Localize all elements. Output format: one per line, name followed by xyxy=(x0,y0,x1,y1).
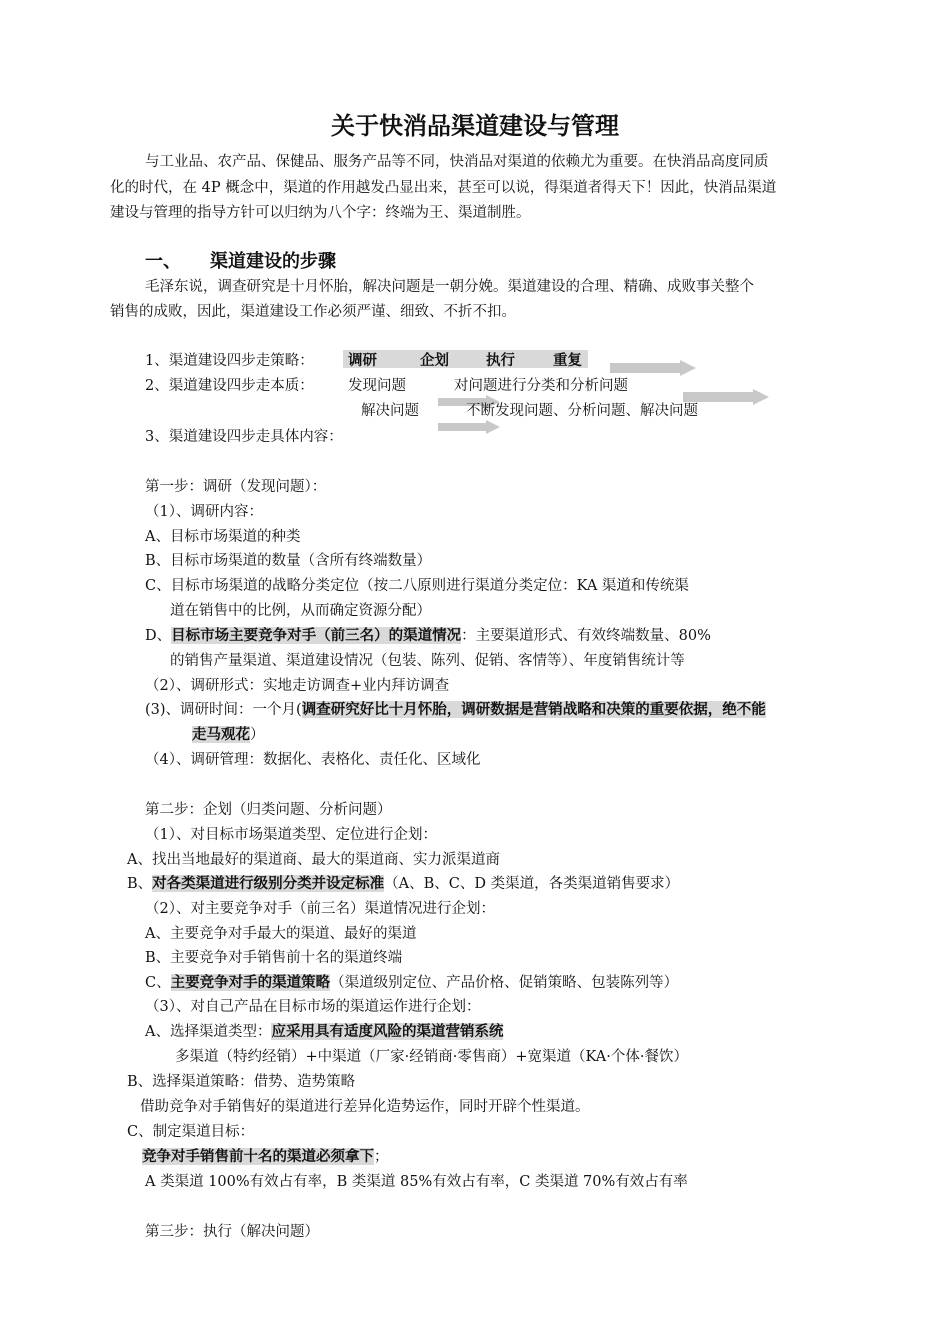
step2-c3-detail: A 类渠道 100%有效占有率，B 类渠道 85%有效占有率，C 类渠道 70%有效占有率 xyxy=(145,1174,688,1190)
steps-highlight xyxy=(343,350,588,368)
section-1-number: 一、 xyxy=(145,251,181,272)
arrow-right-icon xyxy=(610,360,696,376)
step2-sub2: （2）、对主要竞争对手（前三名）渠道情况进行企划： xyxy=(145,901,495,917)
step1-d-prefix: D、 xyxy=(145,628,172,644)
arrow-right-icon xyxy=(438,420,500,434)
step2-b3-detail: 借助竞争对手销售好的渠道进行差异化造势运作，同时开辟个性渠道。 xyxy=(140,1099,590,1115)
step1-sub3-highlight-2: 走马观花 xyxy=(192,726,250,743)
essence-label: 2、渠道建设四步走本质： xyxy=(145,378,314,394)
step2-sub3: （3）、对自己产品在目标市场的渠道运作进行企划： xyxy=(145,999,481,1015)
step1-sub3-highlight: 调查研究好比十月怀胎，调研数据是营销战略和决策的重要依据，绝不能 xyxy=(301,701,766,718)
step2-heading: 第二步：企划（归类问题、分析问题） xyxy=(145,802,392,818)
step1-a: A、目标市场渠道的种类 xyxy=(145,529,301,545)
section-1-heading: 渠道建设的步骤 xyxy=(210,251,336,272)
step1-sub1: （1）、调研内容： xyxy=(145,504,263,520)
step2-sub1: （1）、对目标市场渠道类型、定位进行企划： xyxy=(145,827,437,843)
section-1-para-2: 销售的成败，因此，渠道建设工作必须严谨、细致、不折不扣。 xyxy=(110,304,516,320)
step1-heading: 第一步：调研（发现问题）： xyxy=(145,479,327,495)
step1-d-line1 xyxy=(145,626,711,646)
essence-solve: 解决问题 xyxy=(361,403,419,419)
step1-d-line2: 的销售产量渠道、渠道建设情况（包装、陈列、促销、客情等）、年度销售统计等 xyxy=(170,653,685,669)
step1-c-line2: 道在销售中的比例，从而确定资源分配） xyxy=(170,603,431,619)
step-repeat: 重复 xyxy=(553,352,582,369)
intro-line-1: 与工业品、农产品、保健品、服务产品等不同，快消品对渠道的依赖尤为重要。在快消品高度同质 xyxy=(145,154,769,170)
step1-sub4: （4）、调研管理：数据化、表格化、责任化、区域化 xyxy=(145,752,481,768)
step1-sub3-line1 xyxy=(145,700,766,720)
step1-d-rest: ：主要渠道形式、有效终端数量、80% xyxy=(461,628,711,644)
step1-sub3-prefix: (3)、调研时间：一个月( xyxy=(145,702,302,718)
content-label: 3、渠道建设四步走具体内容： xyxy=(145,429,343,445)
step2-c2-prefix: C、 xyxy=(145,975,171,991)
strategy-label: 1、渠道建设四步走策略： xyxy=(145,353,314,369)
step2-c2 xyxy=(145,973,678,993)
step2-b3: B、选择渠道策略：借势、造势策略 xyxy=(127,1074,356,1090)
step1-sub2: （2）、调研形式：实地走访调查+业内拜访调查 xyxy=(145,678,450,694)
essence-repeat: 不断发现问题、分析问题、解决问题 xyxy=(466,403,698,419)
intro-line-3: 建设与管理的指导方针可以归纳为八个字：终端为王、渠道制胜。 xyxy=(110,205,531,221)
step2-b xyxy=(127,874,679,894)
step2-a: A、找出当地最好的渠道商、最大的渠道商、实力派渠道商 xyxy=(127,852,500,868)
step2-b2: B、主要竞争对手销售前十名的渠道终端 xyxy=(145,950,403,966)
step2-a3-detail: 多渠道（特约经销）+中渠道（厂家·经销商·零售商）+宽渠道（KA·个体·餐饮） xyxy=(175,1049,688,1065)
step2-c3-target xyxy=(142,1147,389,1167)
document-title: 关于快消品渠道建设与管理 xyxy=(331,111,619,140)
step1-sub3-end: ） xyxy=(250,727,265,743)
step2-b-prefix: B、 xyxy=(127,876,153,892)
step3-heading: 第三步：执行（解决问题） xyxy=(145,1224,319,1240)
step2-c3-semicolon: ； xyxy=(374,1149,389,1165)
step-plan: 企划 xyxy=(420,352,449,369)
step2-b-rest: （A、B、C、D 类渠道，各类渠道销售要求） xyxy=(384,876,680,892)
step-research: 调研 xyxy=(348,352,377,369)
step1-d-highlight: 目标市场主要竞争对手（前三名）的渠道情况 xyxy=(171,627,462,644)
step2-a3-highlight: 应采用具有适度风险的渠道营销系统 xyxy=(271,1023,504,1040)
essence-classify: 对问题进行分类和分析问题 xyxy=(454,378,628,394)
section-1-para-1: 毛泽东说，调查研究是十月怀胎，解决问题是一朝分娩。渠道建设的合理、精确、成败事关整个 xyxy=(145,279,754,295)
step1-c-line1: C、目标市场渠道的战略分类定位（按二八原则进行渠道分类定位：KA 渠道和传统渠 xyxy=(145,578,689,594)
step2-c2-highlight: 主要竞争对手的渠道策略 xyxy=(170,974,331,991)
step2-c3: C、制定渠道目标： xyxy=(127,1124,255,1140)
intro-line-2: 化的时代，在 4P 概念中，渠道的作用越发凸显出来，甚至可以说，得渠道者得天下！因此，快消品渠道 xyxy=(110,180,777,196)
step2-c3-highlight: 竞争对手销售前十名的渠道必须拿下 xyxy=(142,1148,374,1165)
essence-discover: 发现问题 xyxy=(348,378,406,394)
step2-a3 xyxy=(145,1022,503,1042)
step2-a3-prefix: A、选择渠道类型： xyxy=(145,1024,272,1040)
step-execute: 执行 xyxy=(486,352,515,369)
step1-b: B、目标市场渠道的数量（含所有终端数量） xyxy=(145,553,432,569)
step2-a2: A、主要竞争对手最大的渠道、最好的渠道 xyxy=(145,926,417,942)
step2-b-highlight: 对各类渠道进行级别分类并设定标准 xyxy=(152,875,385,892)
step1-sub3-line2 xyxy=(192,725,265,745)
step2-c2-rest: （渠道级别定位、产品价格、促销策略、包装陈列等） xyxy=(330,975,679,991)
